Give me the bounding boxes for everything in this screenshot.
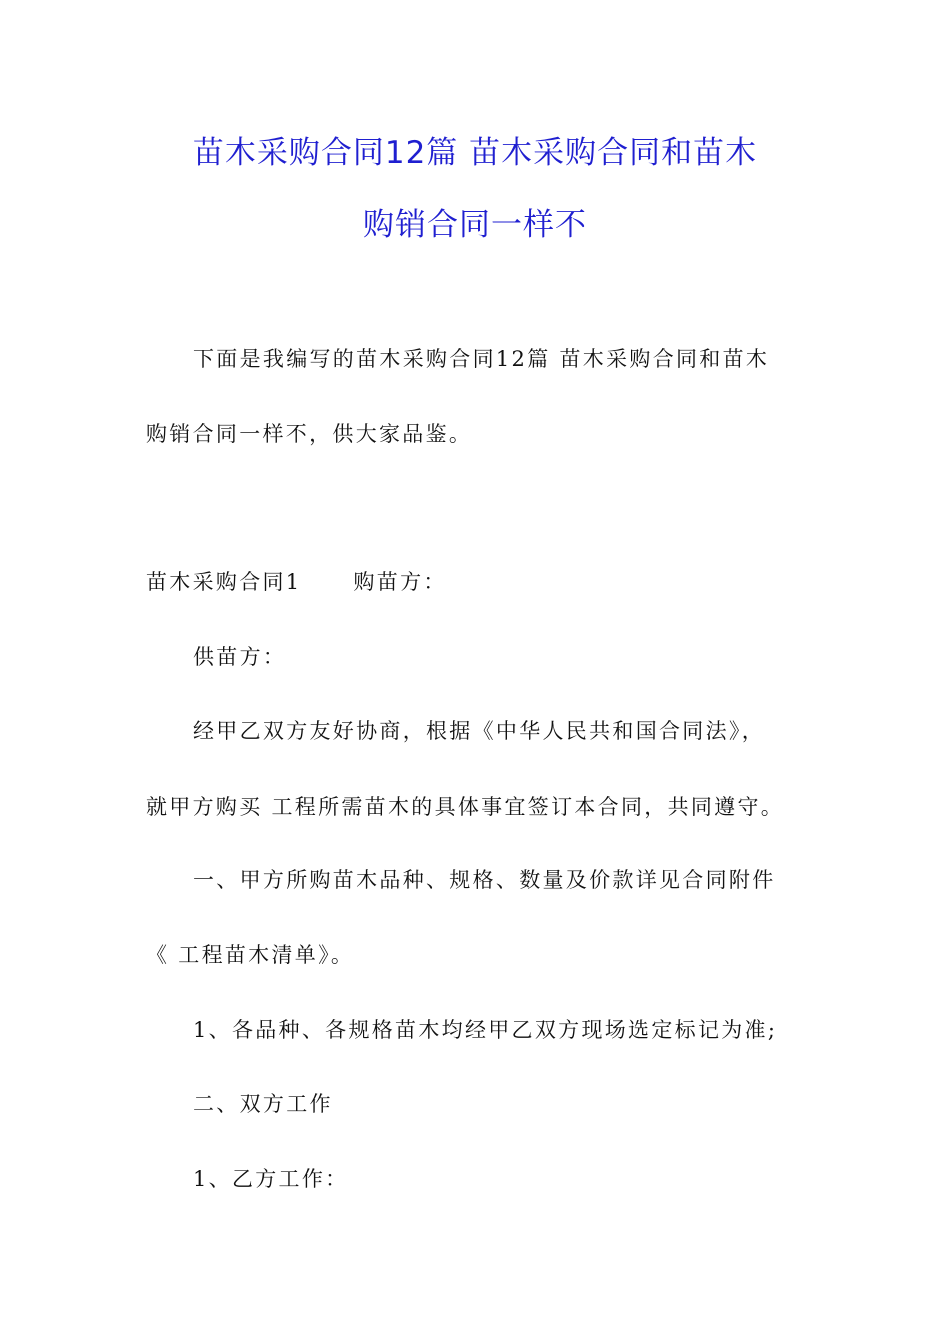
document-title-line-2: 购销合同一样不 [363,207,587,243]
clause-2: 二、双方工作 [193,1092,333,1116]
clause-1-line-2: 《 工程苗木清单》。 [146,943,355,967]
supplier-label: 供苗方： [193,645,287,669]
intro-line-1: 下面是我编写的苗木采购合同12篇 苗木采购合同和苗木 [193,347,770,371]
clause-1-sub-1: 1、各品种、各规格苗木均经甲乙双方现场选定标记为准; [193,1018,778,1042]
paragraph-1-line-2: 就甲方购买 工程所需苗木的具体事宜签订本合同，共同遵守。 [146,795,785,819]
document-title-line-1: 苗木采购合同12篇 苗木采购合同和苗木 [192,135,758,171]
section-heading-row [146,572,811,593]
clause-1-line-1: 一、甲方所购苗木品种、规格、数量及价款详见合同附件 [193,868,776,892]
paragraph-1-line-1: 经甲乙双方友好协商，根据《中华人民共和国合同法》， [193,719,765,743]
buyer-label: 购苗方： [353,570,447,594]
intro-line-2: 购销合同一样不，供大家品鉴。 [146,422,473,446]
section-1-heading: 苗木采购合同1 [146,570,302,594]
clause-2-sub-1: 1、乙方工作： [193,1167,349,1191]
